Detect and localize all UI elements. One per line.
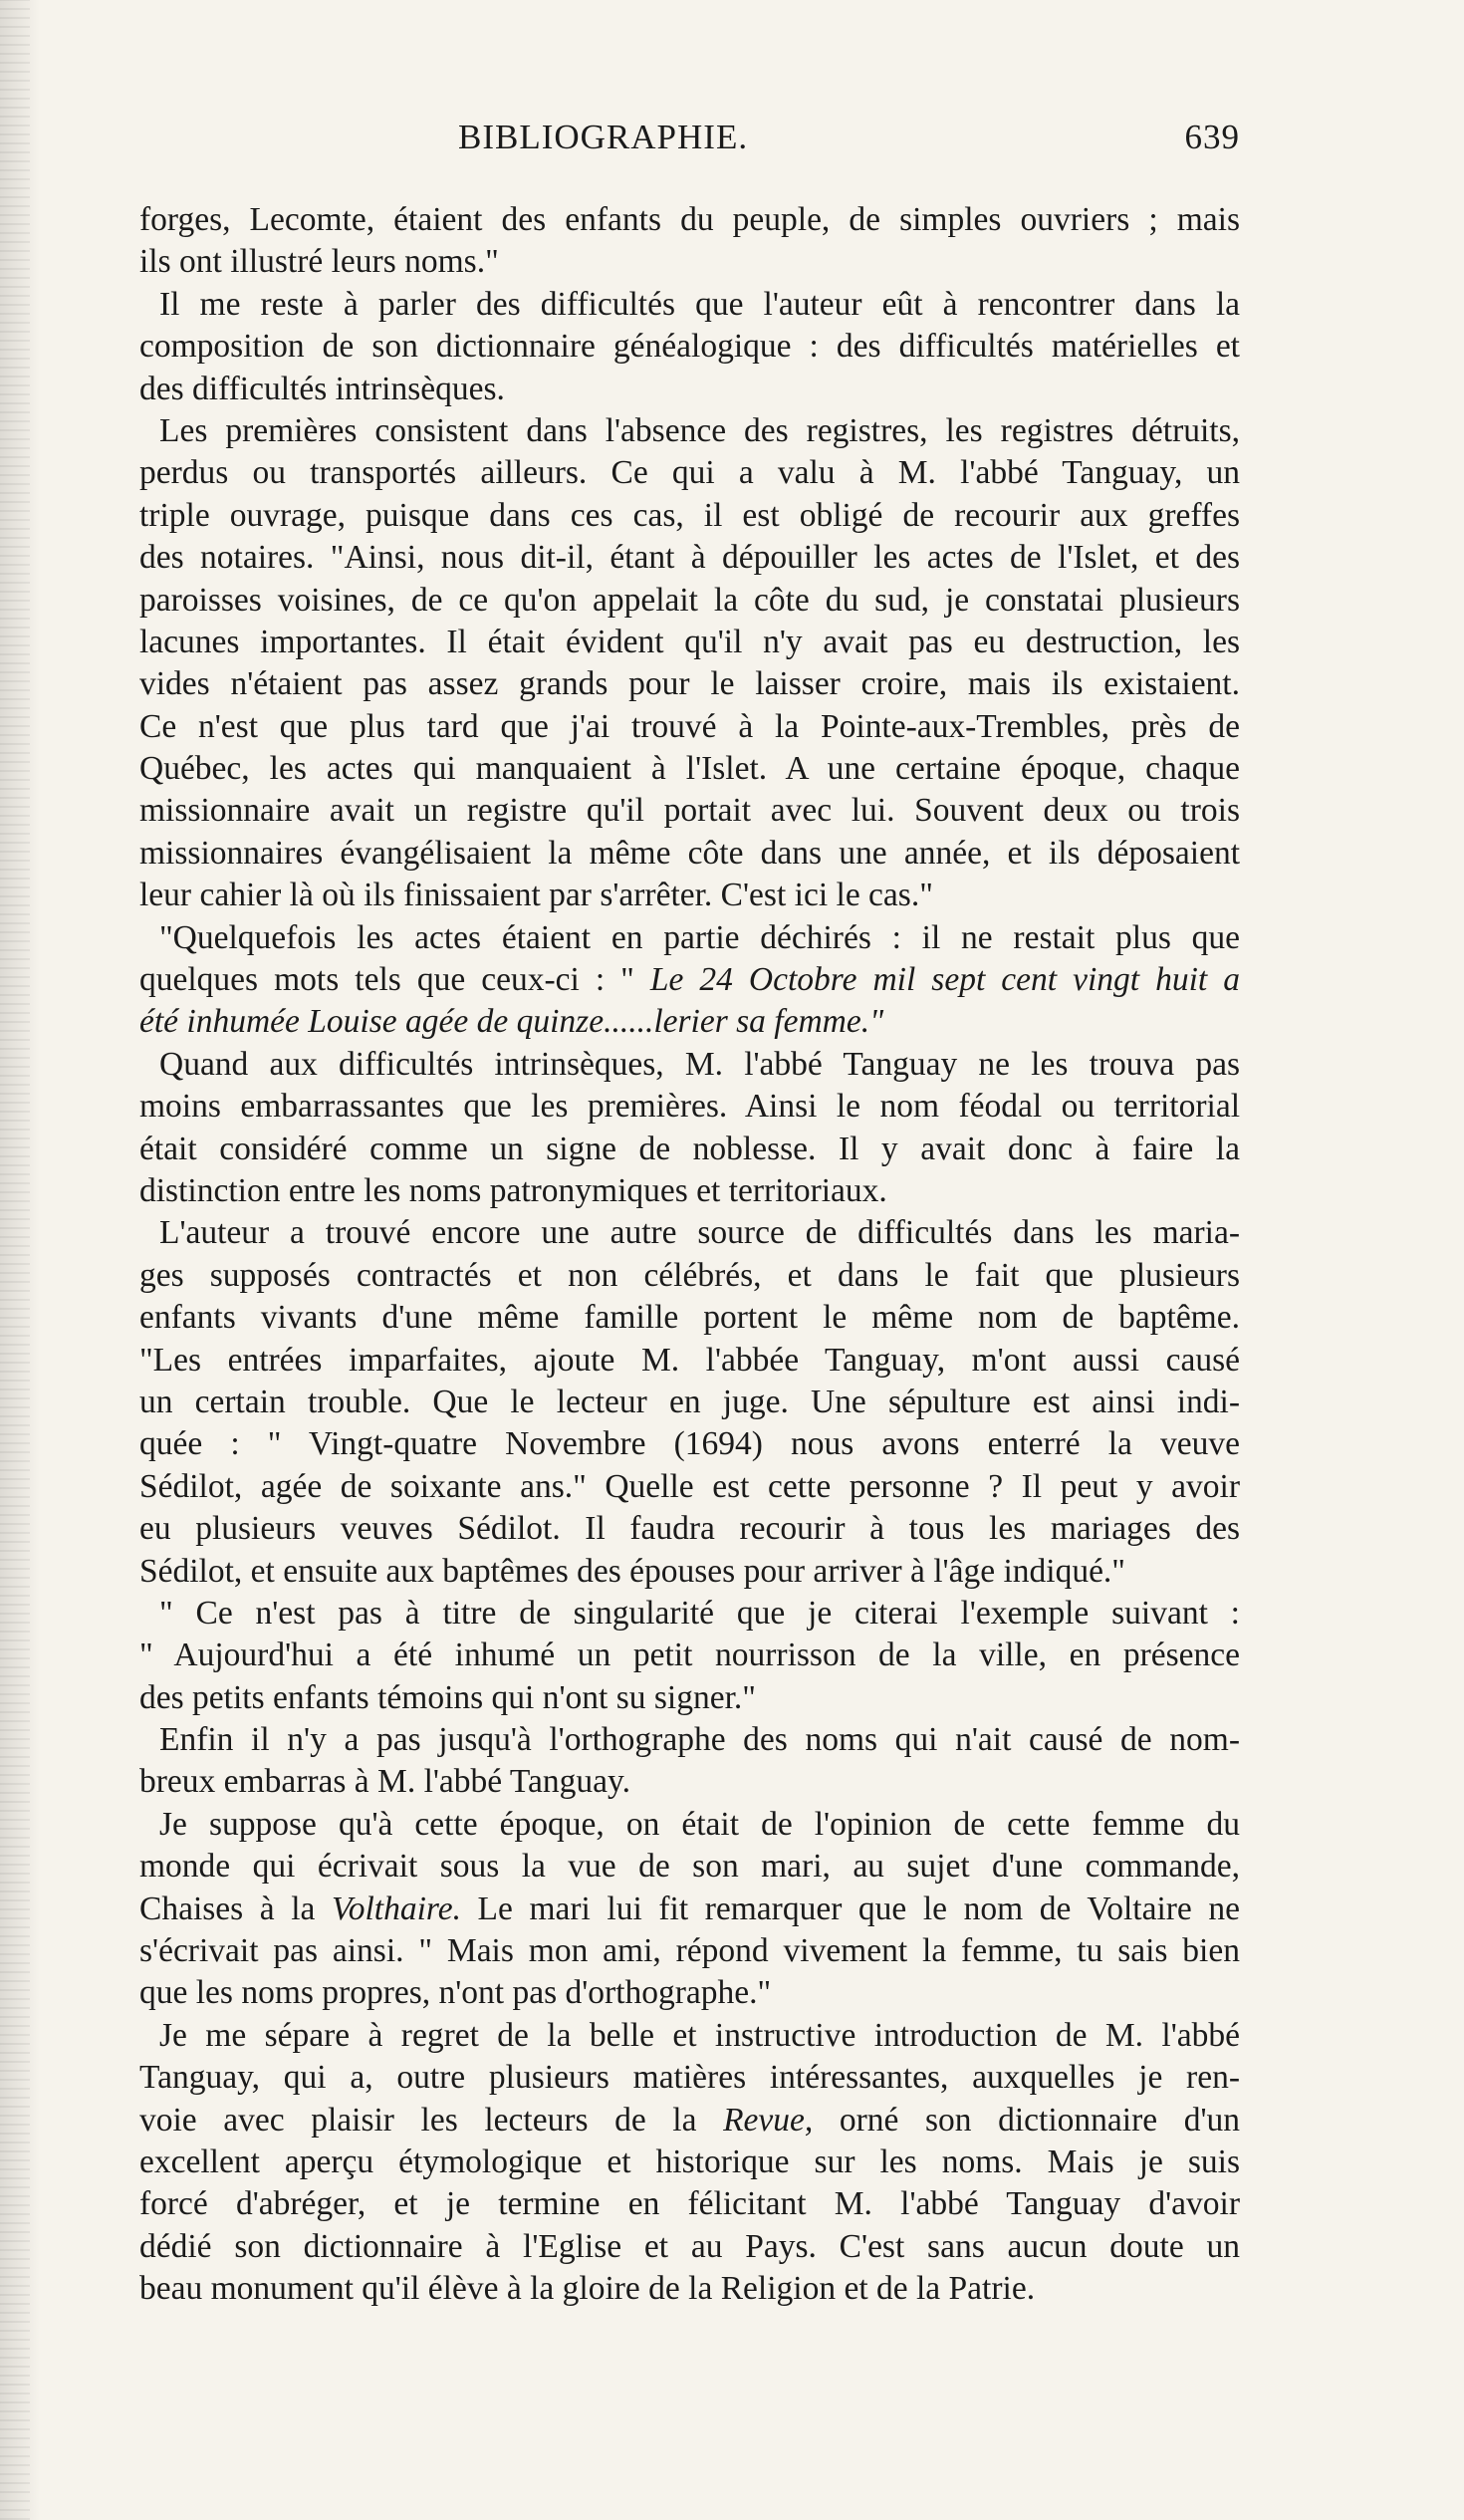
text-line: eu plusieurs veuves Sédilot. Il faudra recourir à tous les mariages des — [139, 1510, 1240, 1548]
text-line: Ce n'est que plus tard que j'ai trouvé à la Pointe-aux-Trembles, près de — [139, 707, 1240, 745]
text-line: excellent aperçu étymologique et historique sur les noms. Mais je suis — [139, 2142, 1240, 2180]
page-spine-edge — [0, 0, 30, 2520]
text-line: Je suppose qu'à cette époque, on était de l'opinion de cette femme du — [159, 1805, 1240, 1843]
text-line: distinction entre les noms patronymiques et territoriaux. — [139, 1171, 887, 1209]
text-line: des notaires. "Ainsi, nous dit-il, étant à dépouiller les actes de l'Islet, et des — [139, 539, 1240, 577]
text-line: forges, Lecomte, étaient des enfants du peuple, de simples ouvriers ; mais — [139, 201, 1240, 238]
text-line: lacunes importantes. Il était évident qu'il n'y avait pas eu destruction, les — [139, 623, 1240, 660]
text-line: breux embarras à M. l'abbé Tanguay. — [139, 1763, 630, 1801]
text-line: monde qui écrivait sous la vue de son mari, au sujet d'une commande, — [139, 1848, 1240, 1886]
text-line: ges supposés contractés et non célébrés, et dans le fait que plusieurs — [139, 1256, 1240, 1294]
text-line-with-title — [139, 1889, 1240, 1930]
text-line: "Quelquefois les actes étaient en partie déchirés : il ne restait plus que — [159, 918, 1240, 956]
quote-intro: quelques mots tels que ceux-ci : " — [139, 961, 634, 999]
text-line: leur cahier là où ils finissaient par s'arrêter. C'est ici le cas." — [139, 877, 933, 914]
text-line: vides n'étaient pas assez grands pour le laisser croire, mais ils existaient. — [139, 665, 1240, 703]
text-line: missionnaire avait un registre qu'il portait avec lui. Souvent deux ou trois — [139, 792, 1240, 830]
text-line: Il me reste à parler des difficultés que l'auteur eût à rencontrer dans la — [159, 285, 1240, 323]
text-line: missionnaires évangélisaient la même côte dans une année, et ils déposaient — [139, 834, 1240, 872]
text-line: Enfin il n'y a pas jusqu'à l'orthographe des noms qui n'ait causé de nom- — [159, 1721, 1240, 1759]
text-fragment: Le mari lui fit remarquer que le nom de Voltaire ne — [477, 1890, 1240, 1927]
text-line: Les premières consistent dans l'absence des registres, les registres détruits, — [159, 411, 1240, 449]
text-line: "Les entrées imparfaites, ajoute M. l'abbée Tanguay, m'ont aussi causé — [139, 1341, 1240, 1379]
text-fragment: orné son dictionnaire d'un — [839, 2101, 1240, 2139]
italic-word: Volthaire. — [332, 1890, 461, 1927]
text-line: perdus ou transportés ailleurs. Ce qui a valu à M. l'abbé Tanguay, un — [139, 454, 1240, 492]
page-number: 639 — [1184, 118, 1240, 156]
page-header — [139, 118, 1240, 167]
text-line: beau monument qu'il élève à la gloire de la Religion et de la Patrie. — [139, 2270, 1036, 2308]
text-fragment: Chaises à la — [139, 1890, 316, 1927]
text-line: " Ce n'est pas à titre de singularité que je citerai l'exemple suivant : — [159, 1594, 1240, 1632]
text-line: moins embarrassantes que les premières. Ainsi le nom féodal ou territorial — [139, 1088, 1240, 1126]
text-line: dédié son dictionnaire à l'Eglise et au Pays. C'est sans aucun doute un — [139, 2227, 1240, 2265]
running-head: BIBLIOGRAPHIE. — [458, 118, 749, 156]
text-line: des petits enfants témoins qui n'ont su signer." — [139, 1678, 756, 1716]
quoted-record: Le 24 Octobre mil sept cent vingt huit a — [649, 961, 1240, 999]
journal-title: Revue, — [723, 2101, 814, 2139]
text-line: que les noms propres, n'ont pas d'orthographe." — [139, 1974, 772, 2012]
text-line: Sédilot, agée de soixante ans." Quelle est cette personne ? Il peut y avoir — [139, 1467, 1240, 1505]
text-line: des difficultés intrinsèques. — [139, 370, 505, 407]
text-line-with-quote — [139, 959, 1240, 1001]
text-line: quée : " Vingt-quatre Novembre (1694) nous avons enterré la veuve — [139, 1425, 1240, 1463]
body-text — [139, 199, 1240, 2311]
text-line: " Aujourd'hui a été inhumé un petit nourrisson de la ville, en présence — [139, 1637, 1240, 1674]
text-line: composition de son dictionnaire généalogique : des difficultés matérielles et — [139, 328, 1240, 366]
text-line — [139, 1001, 1240, 1043]
text-line: enfants vivants d'une même famille portent le même nom de baptême. — [139, 1299, 1240, 1337]
text-line: triple ouvrage, puisque dans ces cas, il est obligé de recourir aux greffes — [139, 496, 1240, 534]
text-line: L'auteur a trouvé encore une autre source de difficultés dans les maria- — [159, 1214, 1240, 1252]
text-line: Québec, les actes qui manquaient à l'Islet. A une certaine époque, chaque — [139, 750, 1240, 788]
text-line-with-title — [139, 2100, 1240, 2142]
text-fragment: voie avec plaisir les lecteurs de la — [139, 2101, 697, 2139]
text-line: Je me sépare à regret de la belle et instructive introduction de M. l'abbé — [159, 2016, 1240, 2054]
text-line: s'écrivait pas ainsi. " Mais mon ami, répond vivement la femme, tu sais bien — [139, 1932, 1240, 1970]
quoted-record: été inhumée Louise agée de quinze......lerier sa femme." — [139, 1003, 884, 1041]
text-line: était considéré comme un signe de noblesse. Il y avait donc à faire la — [139, 1130, 1240, 1167]
text-line: Sédilot, et ensuite aux baptêmes des épouses pour arriver à l'âge indiqué." — [139, 1552, 1125, 1590]
text-line: Quand aux difficultés intrinsèques, M. l'abbé Tanguay ne les trouva pas — [159, 1045, 1240, 1083]
text-line: ils ont illustré leurs noms." — [139, 243, 499, 281]
text-line: un certain trouble. Que le lecteur en juge. Une sépulture est ainsi indi- — [139, 1383, 1240, 1420]
text-line: forcé d'abréger, et je termine en félicitant M. l'abbé Tanguay d'avoir — [139, 2185, 1240, 2223]
text-line: Tanguay, qui a, outre plusieurs matières intéressantes, auxquelles je ren- — [139, 2059, 1240, 2097]
text-line: paroisses voisines, de ce qu'on appelait la côte du sud, je constatai plusieurs — [139, 581, 1240, 619]
